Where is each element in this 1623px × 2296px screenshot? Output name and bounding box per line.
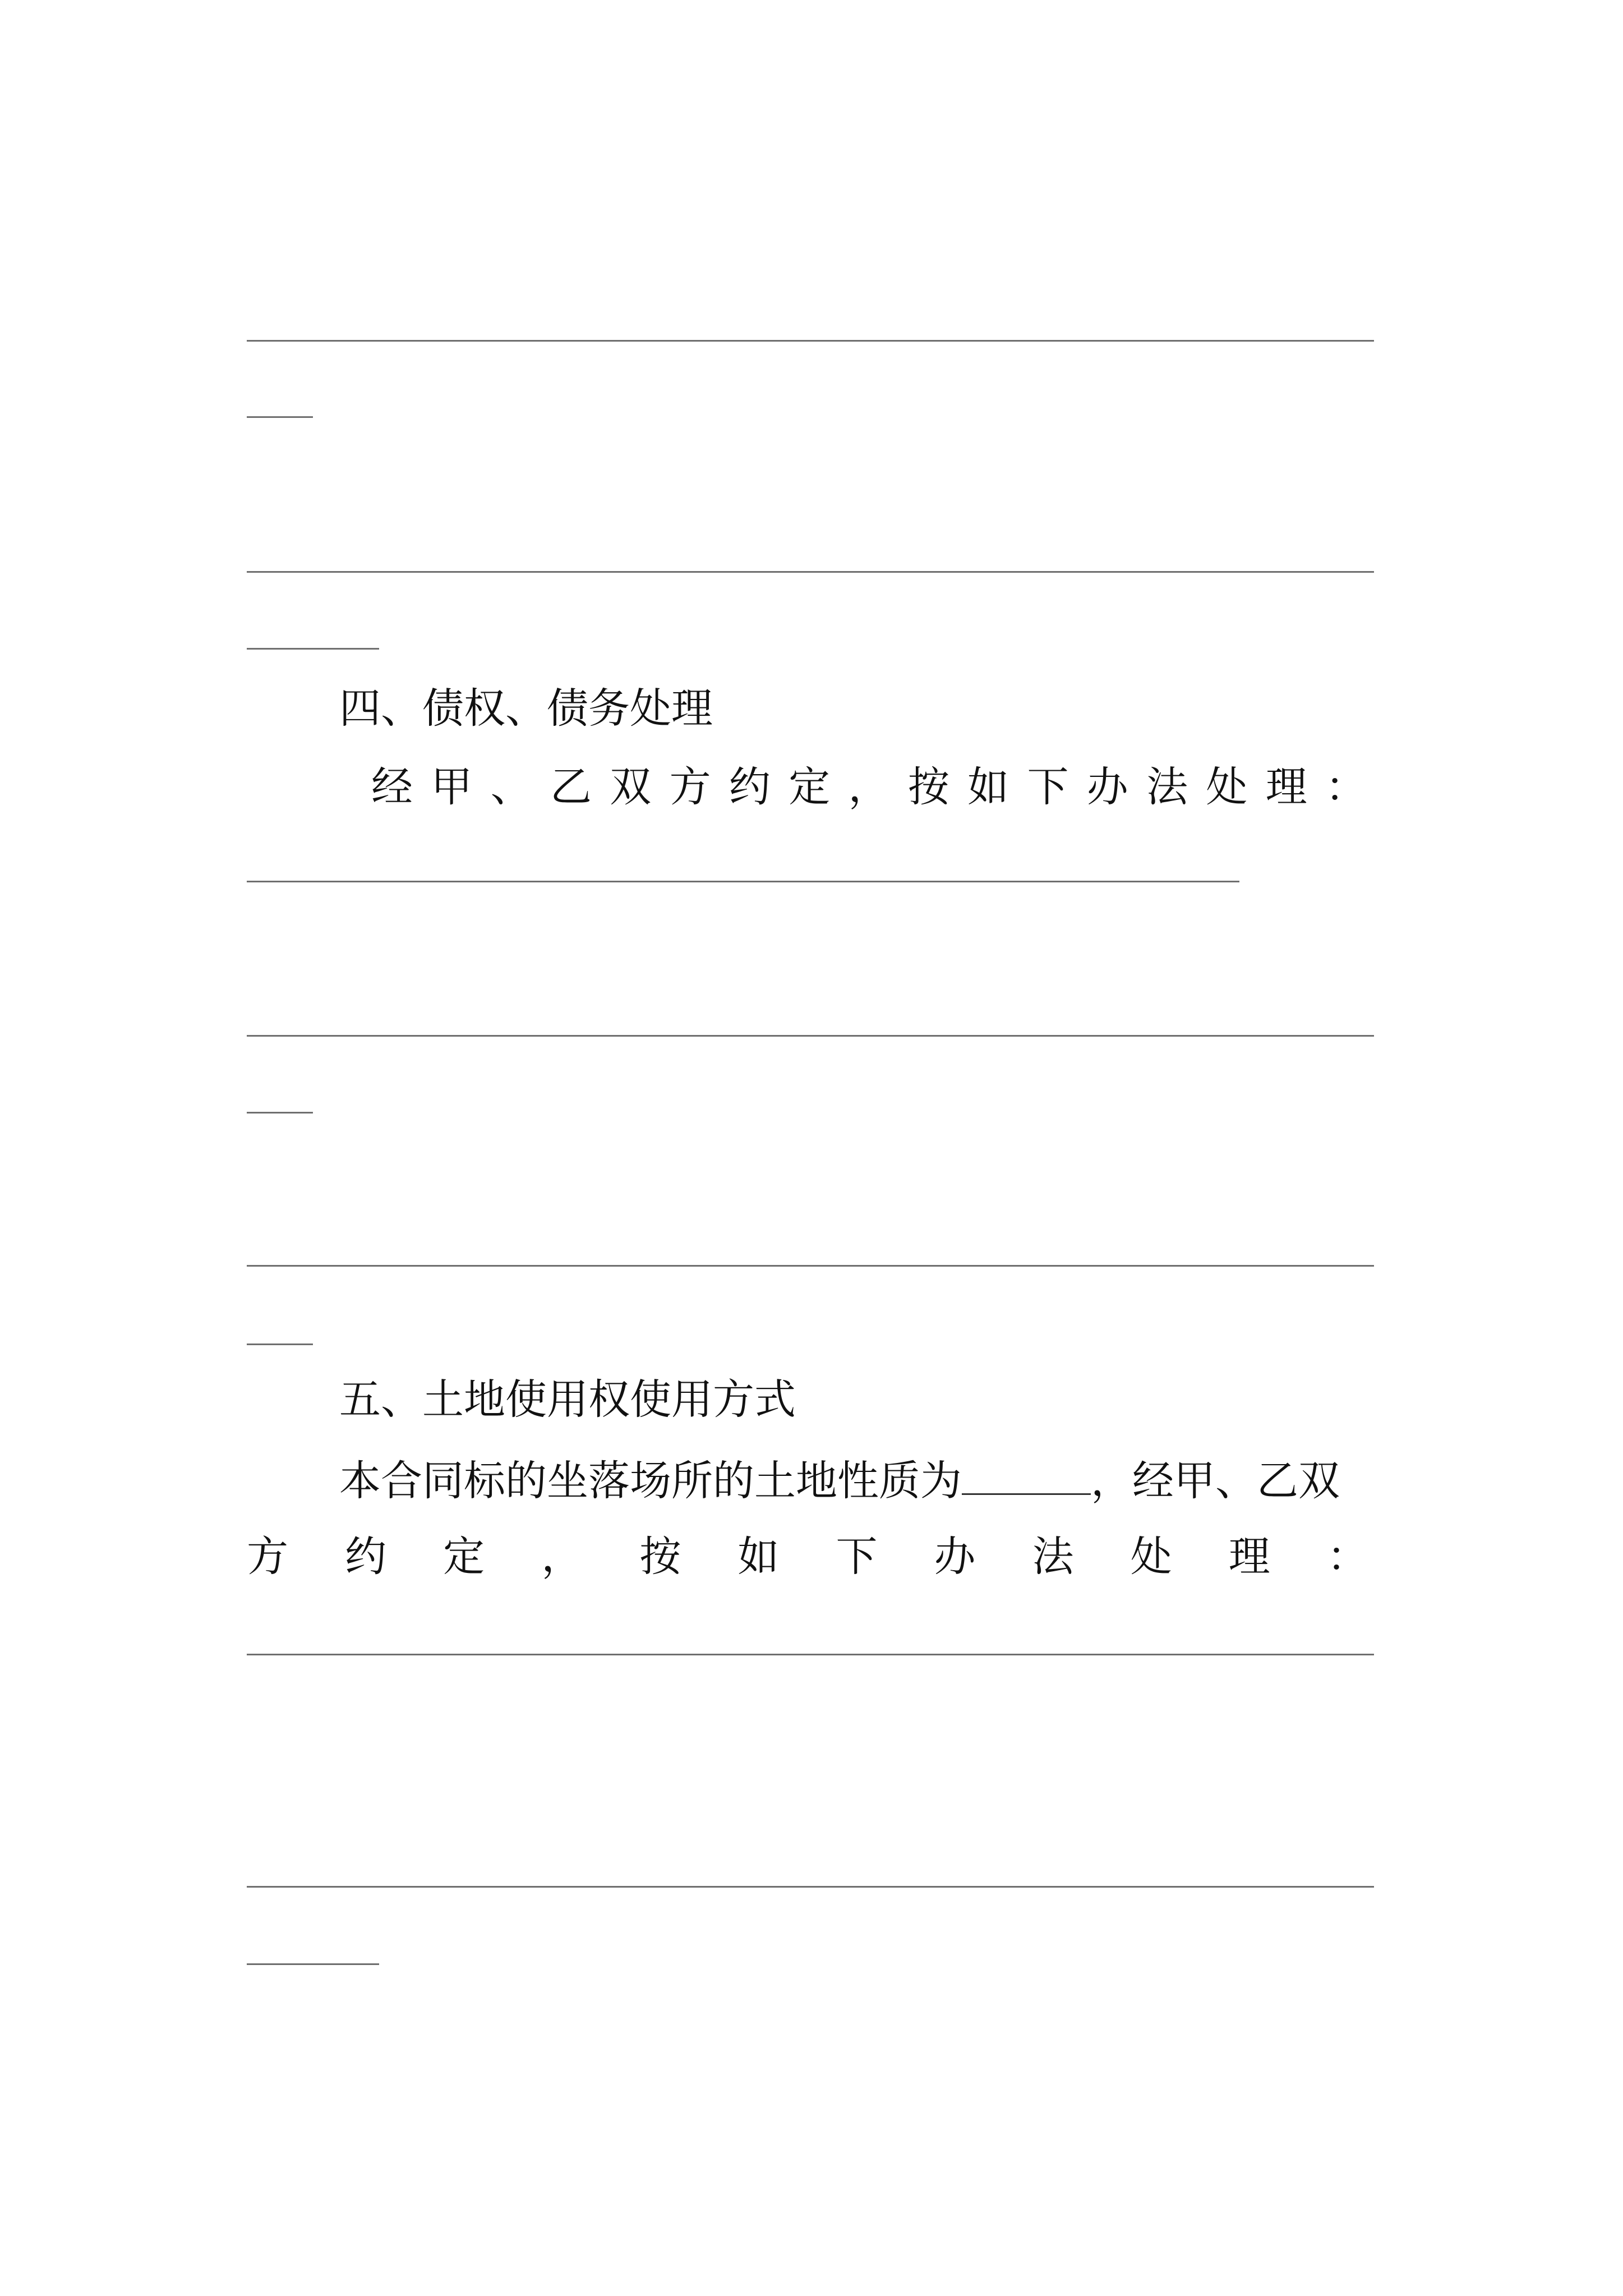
agreement-char: 办 [934,1533,976,1581]
intro-char: 定 [789,763,831,811]
agreement-char: 处 [1130,1533,1172,1581]
fill-line [247,881,1239,882]
intro-char: 法 [1146,763,1188,811]
fill-line [247,1654,1374,1655]
intro-char: 方 [669,763,711,811]
fill-line [247,571,1374,573]
intro-char: 双 [610,763,652,811]
intro-char: 按 [907,763,949,811]
intro-char: 下 [1027,763,1069,811]
agreement-char: 定 [443,1533,485,1581]
land-nature-text-after: ，经甲、乙双 [1091,1457,1340,1505]
agreement-char: ： [1326,1533,1368,1581]
intro-char: 理 [1265,763,1307,811]
section-4-heading: 四、债权、债务处理 [339,684,713,733]
section-5-line-2 [247,1531,1368,1582]
fill-line [247,1886,1374,1888]
section-5-heading: 五、土地使用权使用方式 [339,1375,796,1424]
agreement-char: 理 [1228,1533,1270,1581]
intro-char: 如 [967,763,1009,811]
fill-line-tail [247,1963,379,1965]
intro-char: ， [848,763,890,811]
agreement-char: ， [541,1533,583,1581]
agreement-char: 约 [345,1533,387,1581]
section-4-intro [371,762,1367,812]
agreement-char: 法 [1032,1533,1074,1581]
agreement-char: 下 [836,1533,878,1581]
agreement-char: 方 [247,1533,288,1581]
intro-char: ： [1325,763,1367,811]
fill-line-tail [247,1343,313,1345]
land-nature-text: 本合同标的坐落场所的土地性质为 [339,1457,962,1505]
fill-line-tail [247,416,313,418]
fill-line-tail [247,648,379,650]
intro-char: 处 [1206,763,1248,811]
intro-char: 经 [371,763,413,811]
fill-line [247,1035,1374,1037]
land-nature-blank [962,1453,1091,1495]
intro-char: 约 [728,763,771,811]
section-5-line-1 [339,1453,1340,1506]
agreement-char: 按 [639,1533,681,1581]
fill-line [247,1265,1374,1267]
agreement-char: 如 [737,1533,780,1581]
intro-char: 乙 [550,763,592,811]
fill-line-tail [247,1112,313,1114]
intro-char: 办 [1086,763,1128,811]
intro-char: 甲 [431,763,473,811]
intro-char: 、 [490,763,532,811]
fill-line [247,340,1374,342]
